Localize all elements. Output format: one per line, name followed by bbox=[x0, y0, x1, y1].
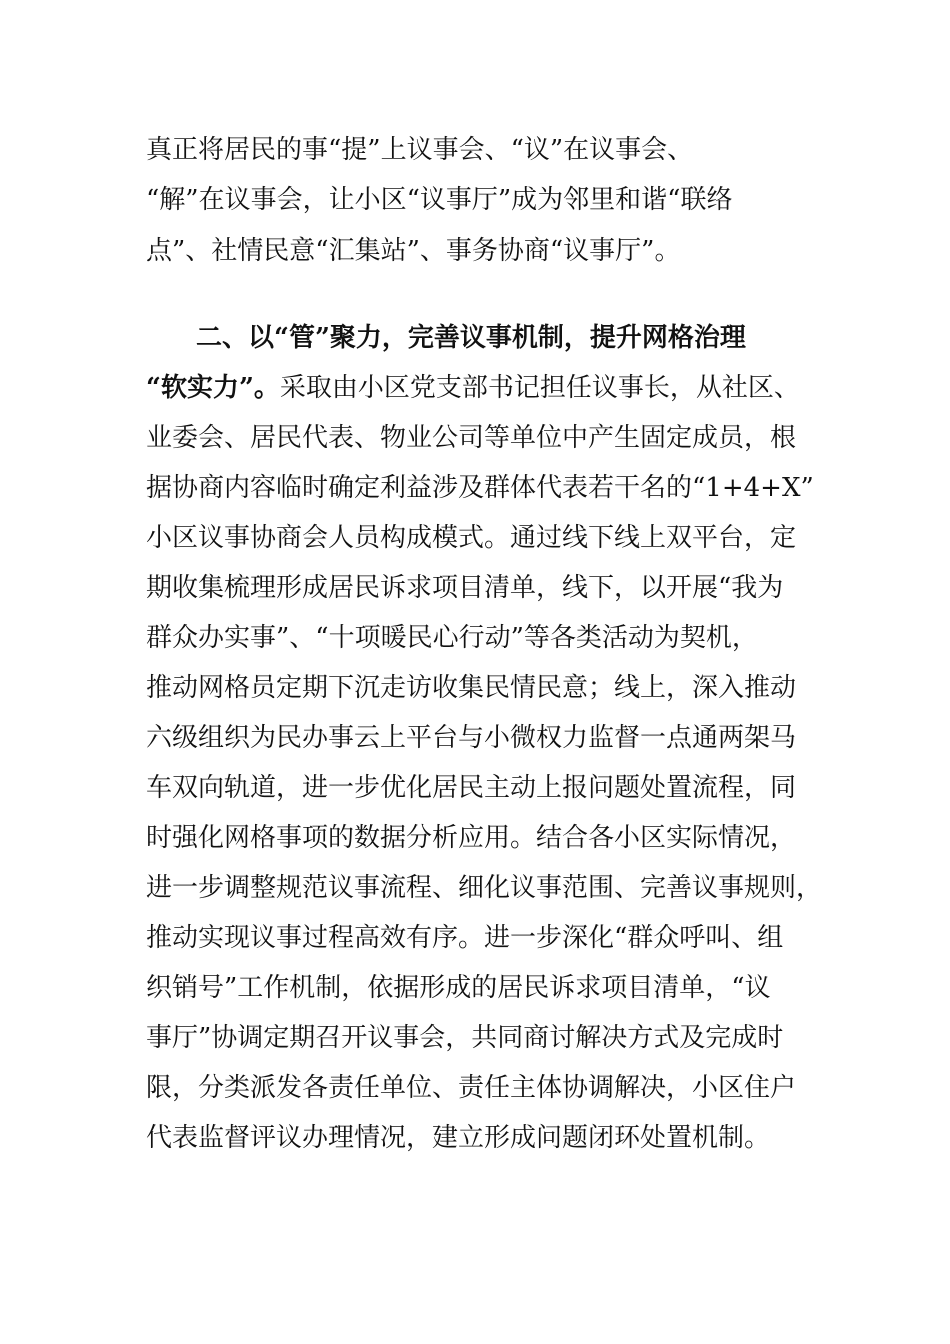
paragraph-line: 业委会、居民代表、物业公司等单位中产生固定成员，根 bbox=[146, 423, 797, 453]
paragraph-line bbox=[146, 372, 800, 404]
paragraph-line: 推动网格员定期下沉走访收集民情民意；线上，深入推动 bbox=[146, 673, 797, 703]
paragraph-line: 织销号”工作机制，依据形成的居民诉求项目清单，“议 bbox=[146, 973, 771, 1003]
paragraph-line: 限，分类派发各责任单位、责任主体协调解决，小区住户 bbox=[146, 1073, 797, 1103]
paragraph-line: 时强化网格事项的数据分析应用。结合各小区实际情况， bbox=[146, 823, 797, 853]
paragraph-line: 六级组织为民办事云上平台与小微权力监督一点通两架马 bbox=[146, 723, 797, 753]
paragraph-line: 真正将居民的事“提”上议事会、“议”在议事会、 bbox=[146, 135, 694, 165]
paragraph-line: 小区议事协商会人员构成模式。通过线下线上双平台，定 bbox=[146, 523, 797, 553]
paragraph-line: 车双向轨道，进一步优化居民主动上报问题处置流程，同 bbox=[146, 773, 797, 803]
paragraph-line: 期收集梳理形成居民诉求项目清单，线下，以开展“我为 bbox=[146, 573, 784, 603]
paragraph-line: 事厅”协调定期召开议事会，共同商讨解决方式及完成时 bbox=[146, 1023, 784, 1053]
paragraph-line: 点”、社情民意“汇集站”、事务协商“议事厅”。 bbox=[146, 236, 681, 266]
paragraph-line: 推动实现议事过程高效有序。进一步深化“群众呼叫、组 bbox=[146, 923, 784, 953]
paragraph-line: 据协商内容临时确定利益涉及群体代表若干名的“1+4+X” bbox=[146, 473, 814, 503]
paragraph-text: 采取由小区党支部书记担任议事长，从社区、 bbox=[279, 373, 800, 403]
section-heading: 二、以“管”聚力，完善议事机制，提升网格治理 bbox=[196, 323, 746, 353]
paragraph-line: 群众办实事”、“十项暖民心行动”等各类活动为契机， bbox=[146, 623, 758, 653]
paragraph-line: “解”在议事会，让小区“议事厅”成为邻里和谐“联络 bbox=[146, 185, 733, 215]
paragraph-line: 代表监督评议办理情况，建立形成问题闭环处置机制。 bbox=[146, 1123, 771, 1153]
section-heading-end: “软实力”。 bbox=[146, 373, 280, 403]
paragraph-line: 进一步调整规范议事流程、细化议事范围、完善议事规则， bbox=[146, 873, 823, 903]
